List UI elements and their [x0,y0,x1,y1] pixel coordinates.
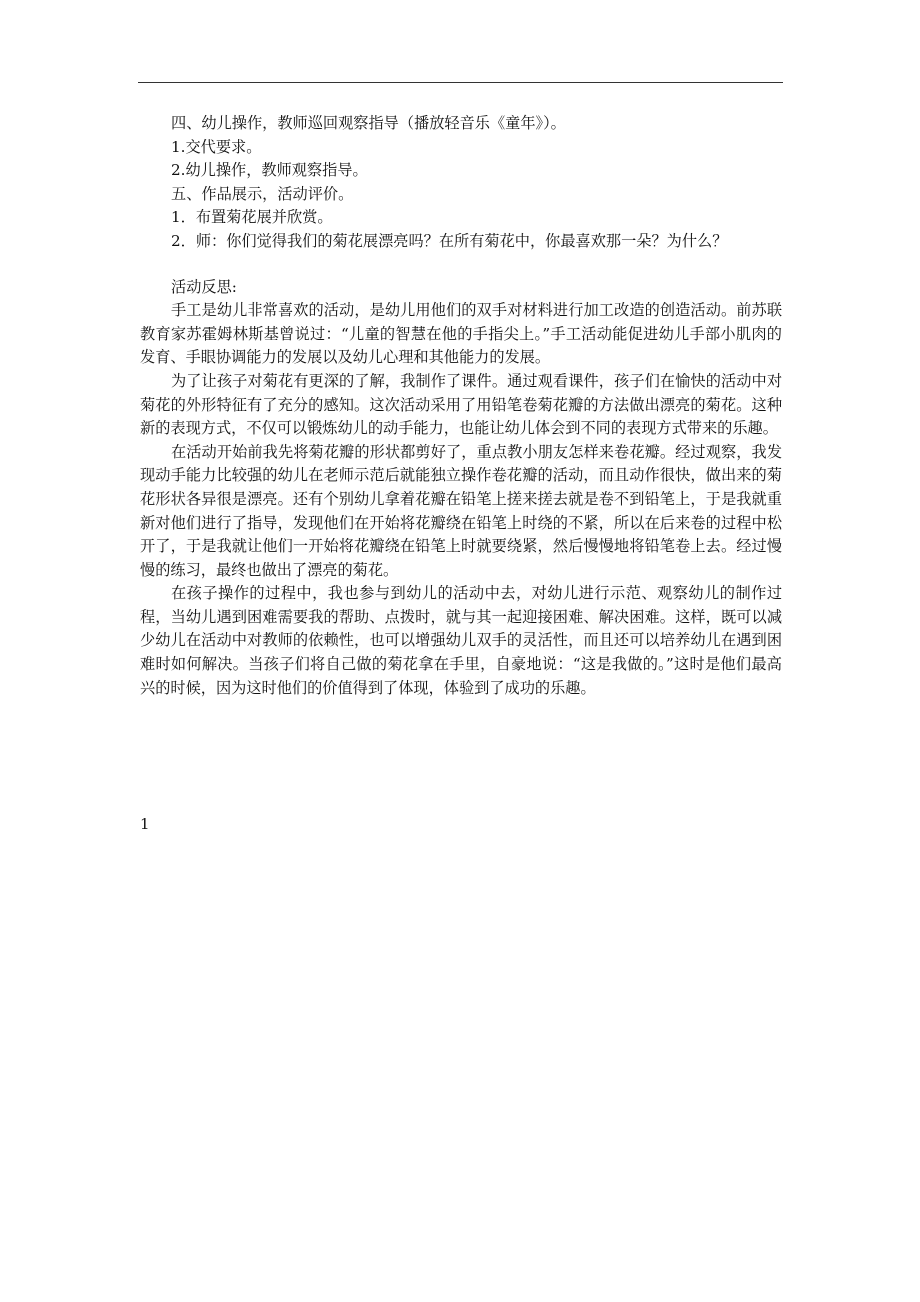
document-body [140,112,782,700]
step-item: 1.交代要求。 [171,137,262,156]
reflection-paragraph: 为了让孩子对菊花有更深的了解，我制作了课件。通过观看课件，孩子们在愉快的活动中对菊花的外形特征有了充分的感知。这次活动采用了用铅笔卷菊花瓣的方法做出漂亮的菊花。这种新的表现方式，不仅可以锻炼幼儿的动手能力，也能让幼儿体会到不同的表现方式带来的乐趣。 [140,371,782,438]
reflection-paragraph: 在孩子操作的过程中，我也参与到幼儿的活动中去，对幼儿进行示范、观察幼儿的制作过程，当幼儿遇到困难需要我的帮助、点拨时，就与其一起迎接困难、解决困难。这样，既可以减少幼儿在活动中对教师的依赖性，也可以增强幼儿双手的灵活性，而且还可以培养幼儿在遇到困难时如何解决。当孩子们将自己做的菊花拿在手里，自豪地说：“这是我做的。”这时是他们最高兴的时候，因为这时他们的价值得到了体现，体验到了成功的乐趣。 [140,584,782,697]
step-item: 2.幼儿操作，教师观察指导。 [171,161,368,180]
step-heading-5: 五、作品展示，活动评价。 [171,184,354,203]
section-spacer [140,254,782,276]
step-heading-4: 四、幼儿操作，教师巡回观察指导（播放轻音乐《童年》）。 [171,114,566,132]
reflection-heading: 活动反思: [171,277,237,296]
step-item: 1．布置菊花展并欣赏。 [171,208,333,227]
reflection-paragraph: 手工是幼儿非常喜欢的活动，是幼儿用他们的双手对材料进行加工改造的创造活动。前苏联教育家苏霍姆林斯基曾说过：“儿童的智慧在他的手指尖上。”手工活动能促进幼儿手部小肌肉的发育、手眼协调能力的发展以及幼儿心理和其他能力的发展。 [140,301,782,367]
reflection-paragraph: 在活动开始前我先将菊花瓣的形状都剪好了，重点教小朋友怎样来卷花瓣。经过观察，我发现动手能力比较强的幼儿在老师示范后就能独立操作卷花瓣的活动，而且动作很快，做出来的菊花形状各异很是漂亮。还有个别幼儿拿着花瓣在铅笔上搓来搓去就是卷不到铅笔上，于是我就重新对他们进行了指导，发现他们在开始将花瓣绕在铅笔上时绕的不紧，所以在后来卷的过程中松开了，于是我就让他们一开始将花瓣绕在铅笔上时就要绕紧，然后慢慢地将铅笔卷上去。经过慢慢的练习，最终也做出了漂亮的菊花。 [140,442,782,579]
step-item: 2．师：你们觉得我们的菊花展漂亮吗？在所有菊花中，你最喜欢那一朵？为什么？ [171,231,728,250]
page-number: 1 [140,815,150,833]
header-rule [138,82,783,83]
